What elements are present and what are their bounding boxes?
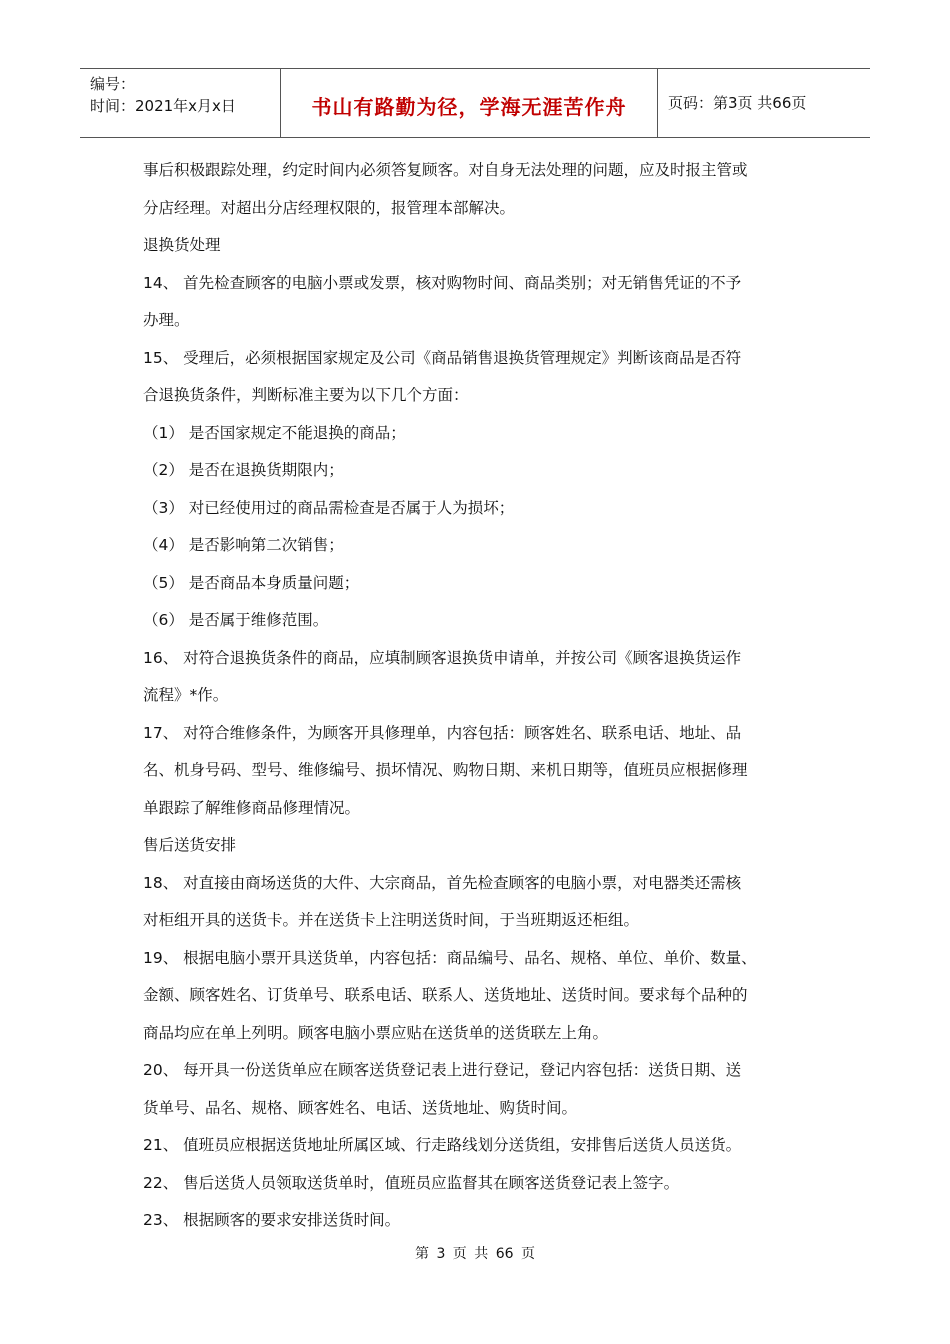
paragraph-line: 事后积极跟踪处理，约定时间内必须答复顾客。对自身无法处理的问题，应及时报主管或 <box>143 161 748 179</box>
list-item-16: 16、 对符合退换货条件的商品，应填制顾客退换货申请单，并按公司《顾客退换货运作 <box>143 648 742 667</box>
motto-text: 书山有路勤为径，学海无涯苦作舟 <box>311 95 627 119</box>
paragraph-line: 商品均应在单上列明。顾客电脑小票应贴在送货单的送货联左上角。 <box>143 1023 609 1042</box>
paragraph-line: 分店经理。对超出分店经理权限的，报管理本部解决。 <box>143 198 516 217</box>
document-number-label: 编号： <box>90 75 136 93</box>
document-date-label: 时间：2021年x月x日 <box>90 97 236 115</box>
paragraph-line: 金额、顾客姓名、订货单号、联系电话、联系人、送货地址、送货时间。要求每个品种的 <box>143 986 748 1004</box>
paragraph-line: 对柜组开具的送货卡。并在送货卡上注明送货时间，于当班期返还柜组。 <box>143 911 640 929</box>
header-page-number: 页码：第3页 共66页 <box>668 94 807 112</box>
list-item-17: 17、 对符合维修条件，为顾客开具修理单，内容包括：顾客姓名、联系电话、地址、品 <box>143 723 742 742</box>
list-item-22: 22、 售后送货人员领取送货单时，值班员应监督其在顾客送货登记表上签字。 <box>143 1173 680 1192</box>
list-item-14: 14、 首先检查顾客的电脑小票或发票，核对购物时间、商品类别；对无销售凭证的不予 <box>143 273 742 292</box>
paragraph-line: 办理。 <box>143 311 190 329</box>
paragraph-line: 名、机身号码、型号、维修编号、损坏情况、购物日期、来机日期等，值班员应根据修理 <box>143 761 748 779</box>
header-motto-cell <box>281 69 658 137</box>
sub-item-6: （6） 是否属于维修范围。 <box>143 611 329 629</box>
section-heading-returns: 退换货处理 <box>143 236 221 254</box>
page-header <box>80 68 870 138</box>
list-item-19: 19、 根据电脑小票开具送货单，内容包括：商品编号、品名、规格、单位、单价、数量、 <box>143 948 757 967</box>
sub-item-2: （2） 是否在退换货期限内； <box>143 461 344 479</box>
list-item-23: 23、 根据顾客的要求安排送货时间。 <box>143 1211 401 1229</box>
sub-item-4: （4） 是否影响第二次销售； <box>143 536 344 554</box>
sub-item-5: （5） 是否商品本身质量问题； <box>143 573 360 592</box>
page-footer: 第 3 页 共 66 页 <box>415 1246 535 1262</box>
list-item-20: 20、 每开具一份送货单应在顾客送货登记表上进行登记，登记内容包括：送货日期、送 <box>143 1061 742 1079</box>
header-page-cell <box>658 69 870 137</box>
header-info-cell <box>80 69 281 137</box>
list-item-15: 15、 受理后，必须根据国家规定及公司《商品销售退换货管理规定》判断该商品是否符 <box>143 348 742 367</box>
paragraph-line: 货单号、品名、规格、顾客姓名、电话、送货地址、购货时间。 <box>143 1098 578 1117</box>
sub-item-1: （1） 是否国家规定不能退换的商品； <box>143 423 406 442</box>
list-item-21: 21、 值班员应根据送货地址所属区域、行走路线划分送货组，安排售后送货人员送货。 <box>143 1136 742 1154</box>
paragraph-line: 合退换货条件，判断标准主要为以下几个方面： <box>143 386 469 404</box>
sub-item-3: （3） 对已经使用过的商品需检查是否属于人为损坏； <box>143 498 515 517</box>
section-heading-delivery: 售后送货安排 <box>143 836 237 854</box>
paragraph-line: 流程》*作。 <box>143 686 229 704</box>
list-item-18: 18、 对直接由商场送货的大件、大宗商品，首先检查顾客的电脑小票，对电器类还需核 <box>143 873 742 892</box>
document-body <box>143 152 823 1240</box>
paragraph-line: 单跟踪了解维修商品修理情况。 <box>143 798 361 817</box>
